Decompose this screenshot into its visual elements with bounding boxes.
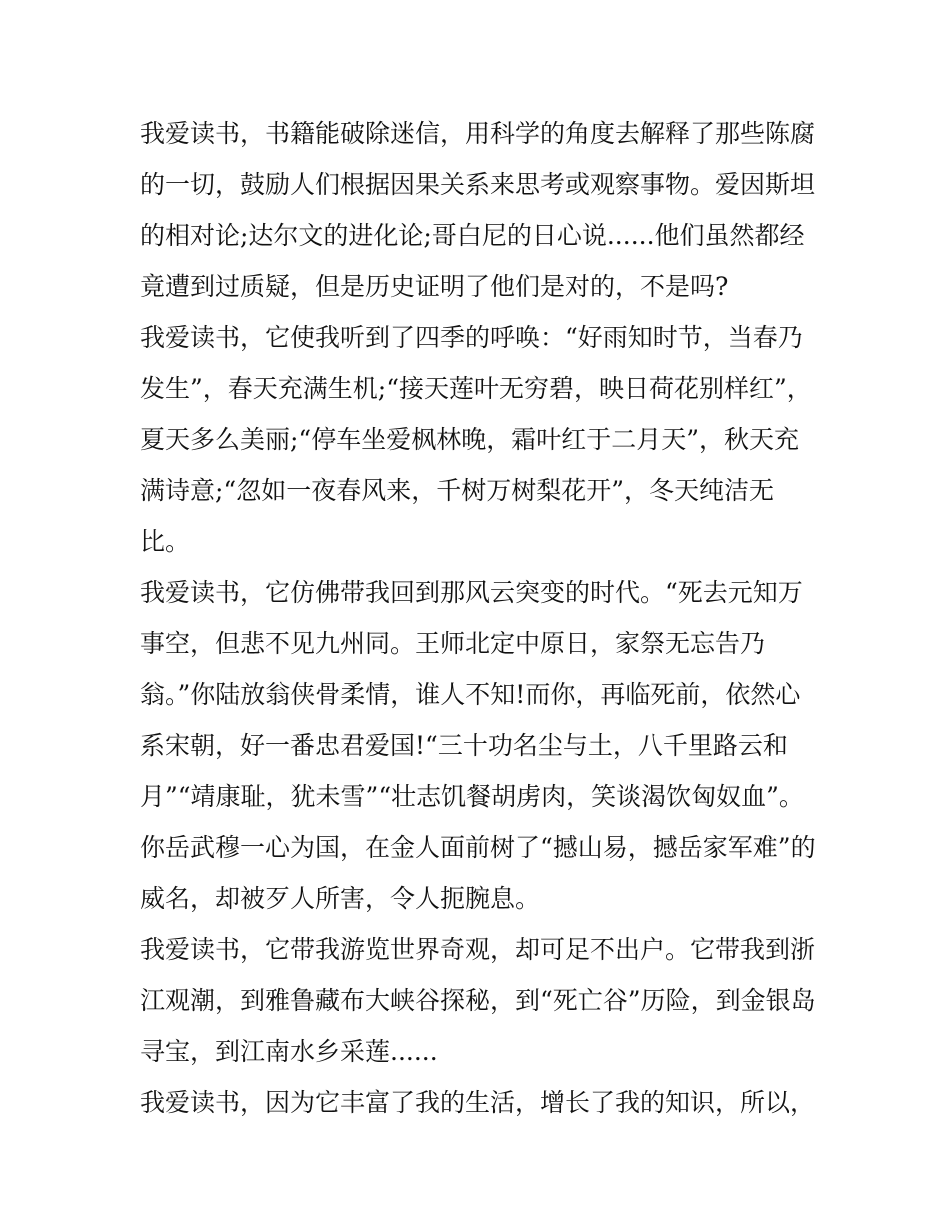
text-line: 比。 <box>140 527 191 556</box>
text-line: 满诗意;“忽如一夜春风来，千树万树梨花开”，冬天纯洁无 <box>140 476 774 505</box>
text-line: 发生”，春天充满生机;“接天莲叶无穷碧，映日荷花别样红”， <box>140 374 812 403</box>
text-line: 竟遭到过质疑，但是历史证明了他们是对的，不是吗? <box>140 272 729 301</box>
text-line: 事空，但悲不见九州同。王师北定中原日，家祭无忘告乃 <box>140 629 766 658</box>
text-line: 我爱读书，它带我游览世界奇观，却可足不出户。它带我到浙 <box>140 935 816 964</box>
text-line: 江观潮，到雅鲁藏布大峡谷探秘，到“死亡谷”历险，到金银岛 <box>140 986 816 1015</box>
text-line: 我爱读书，它仿佛带我回到那风云突变的时代。“死去元知万 <box>140 578 803 607</box>
text-line: 的相对论;达尔文的进化论;哥白尼的日心说......他们虽然都经 <box>140 221 805 250</box>
text-line: 寻宝，到江南水乡采莲...... <box>140 1037 438 1066</box>
text-line: 你岳武穆一心为国，在金人面前树了“撼山易，撼岳家军难”的 <box>140 833 816 862</box>
document-body <box>140 108 820 1128</box>
text-line: 夏天多么美丽;“停车坐爱枫林晚，霜叶红于二月天”，秋天充 <box>140 425 799 454</box>
text-line: 系宋朝，好一番忠君爱国!“三十功名尘与土，八千里路云和 <box>140 731 788 760</box>
text-line: 翁。”你陆放翁侠骨柔情，谁人不知!而你，再临死前，依然心 <box>140 680 801 709</box>
text-line: 威名，却被歹人所害，令人扼腕息。 <box>140 884 541 913</box>
text-line: 月”“靖康耻，犹未雪”“壮志饥餐胡虏肉，笑谈渴饮匈奴血”。 <box>140 782 804 811</box>
text-line: 我爱读书，因为它丰富了我的生活，增长了我的知识，所以， <box>140 1088 816 1117</box>
text-line: 的一切，鼓励人们根据因果关系来思考或观察事物。爱因斯坦 <box>140 170 816 199</box>
text-line: 我爱读书，书籍能破除迷信，用科学的角度去解释了那些陈腐 <box>140 119 816 148</box>
text-line: 我爱读书，它使我听到了四季的呼唤：“好雨知时节，当春乃 <box>140 323 803 352</box>
